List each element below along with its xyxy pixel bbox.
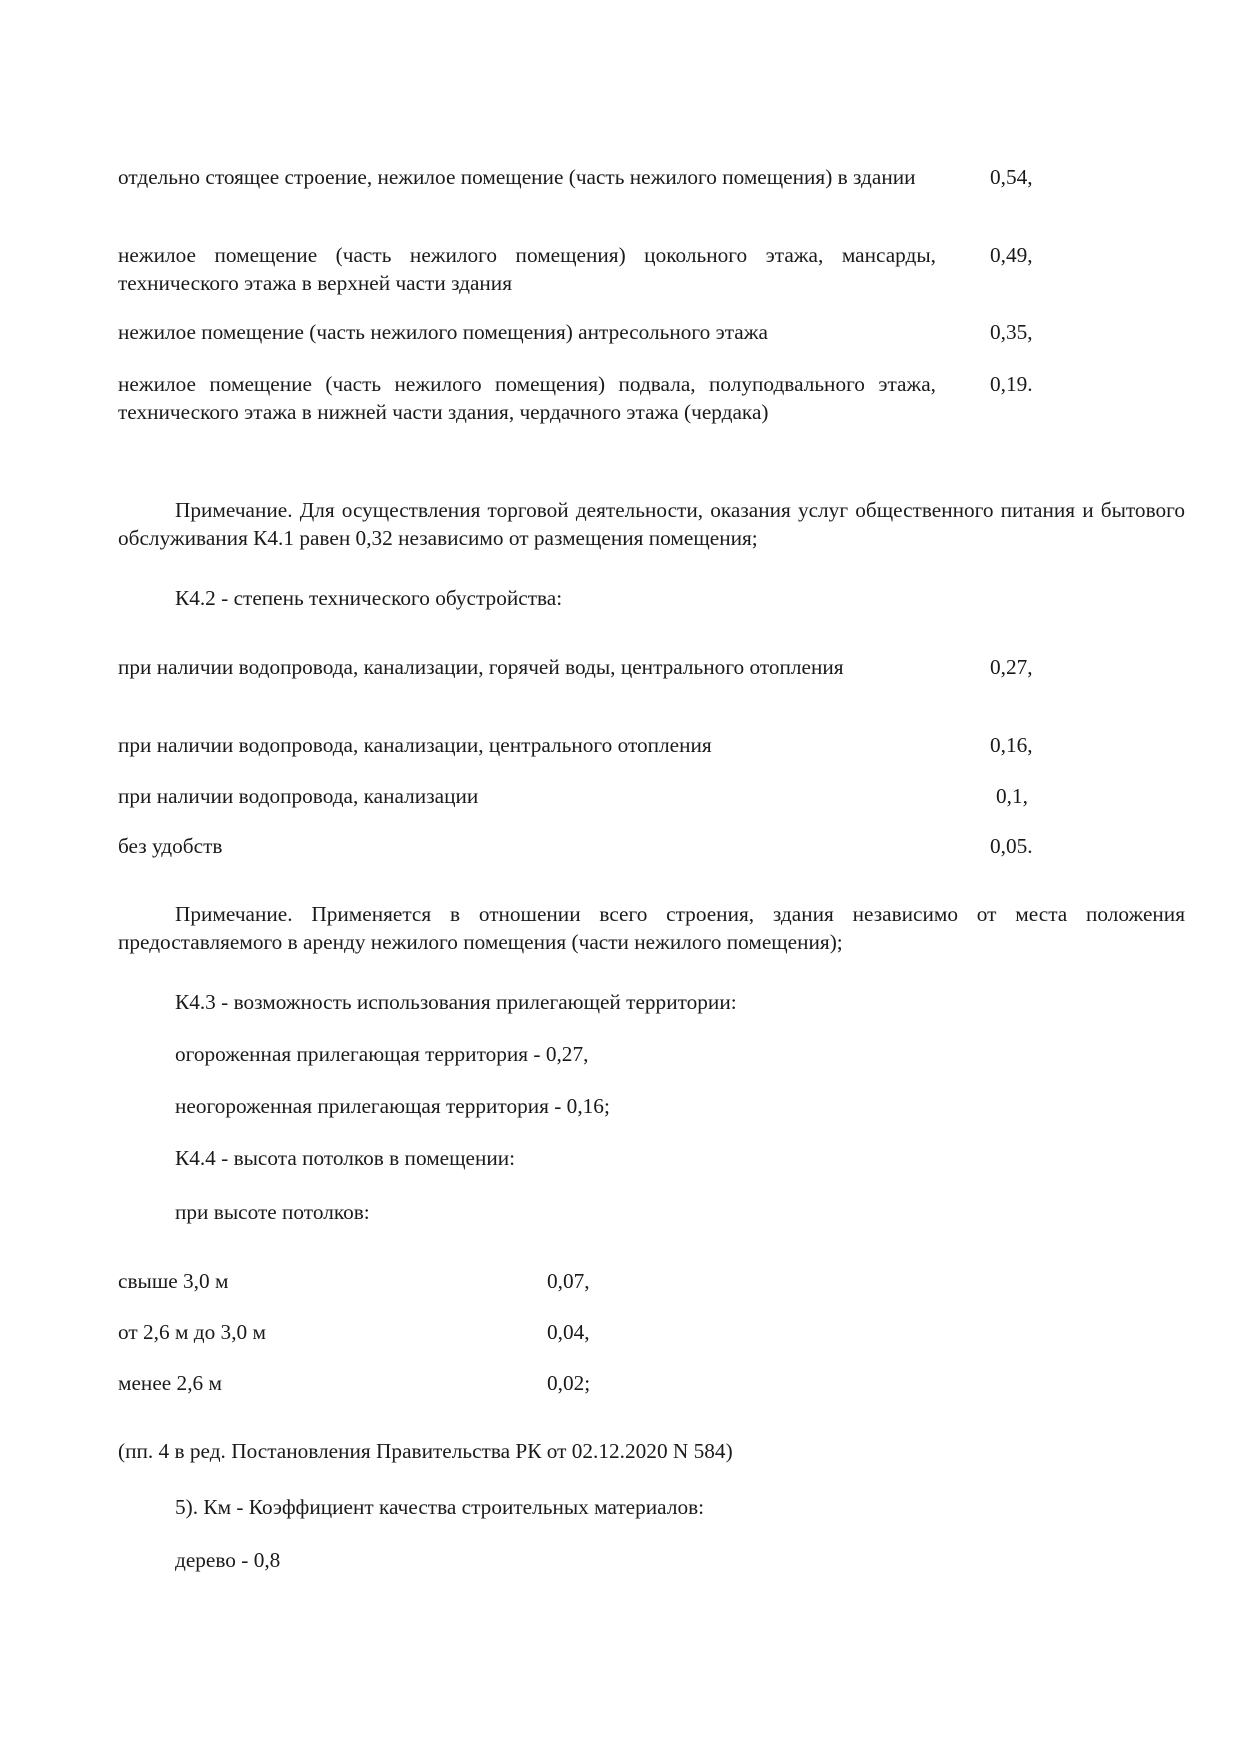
k42-row-4-text: без удобств <box>118 834 223 858</box>
k44-row-3-value: 0,02; <box>547 1371 591 1395</box>
k44-heading: К4.4 - высота потолков в помещении: <box>175 1146 516 1170</box>
k43-heading: К4.3 - возможность использования прилегающей территории: <box>175 990 737 1014</box>
k44-row-1-text: свыше 3,0 м <box>118 1269 229 1293</box>
k42-row-2-value: 0,16, <box>990 733 1033 757</box>
k41-row-2-value: 0,49, <box>990 243 1033 267</box>
k42-row-2-text: при наличии водопровода, канализации, центрального отопления <box>118 733 712 757</box>
k43-item-unfenced: неогороженная прилегающая территория - 0,16; <box>175 1094 610 1118</box>
k43-item-fenced: огороженная прилегающая территория - 0,27, <box>175 1042 589 1066</box>
k44-row-2-value: 0,04, <box>547 1320 590 1344</box>
km-item-wood: дерево - 0,8 <box>175 1548 281 1572</box>
k41-row-1-text: отдельно стоящее строение, нежилое помещение (часть нежилого помещения) в здании <box>118 165 916 189</box>
k41-row-1-value: 0,54, <box>990 165 1033 189</box>
k44-row-3-text: менее 2,6 м <box>118 1371 222 1395</box>
k44-row-1-value: 0,07, <box>547 1269 590 1293</box>
k42-heading: К4.2 - степень технического обустройства: <box>175 586 563 610</box>
k41-row-3-value: 0,35, <box>990 320 1033 344</box>
k41-row-4-text: нежилое помещение (часть нежилого помещения) подвала, полуподвального этажа, технического этажа в нижней части здания, чердачного этажа (чердака) <box>118 372 936 424</box>
amendment-note: (пп. 4 в ред. Постановления Правительства РК от 02.12.2020 N 584) <box>118 1439 733 1463</box>
k42-note: Примечание. Применяется в отношении всего строения, здания независимо от места положения предоставляемого в аренду нежилого помещения (части нежилого помещения); <box>118 902 1185 954</box>
k44-row-2-text: от 2,6 м до 3,0 м <box>118 1320 266 1344</box>
k42-row-1-text: при наличии водопровода, канализации, горячей воды, центрального отопления <box>118 655 844 679</box>
k41-row-2-text: нежилое помещение (часть нежилого помещения) цокольного этажа, мансарды, технического этажа в верхней части здания <box>118 243 936 295</box>
k41-note: Примечание. Для осуществления торговой деятельности, оказания услуг общественного питания и бытового обслуживания К4.1 равен 0,32 независимо от размещения помещения; <box>118 498 1185 550</box>
k42-row-4-value: 0,05. <box>990 834 1033 858</box>
k44-subheading: при высоте потолков: <box>175 1200 370 1224</box>
k41-row-3-text: нежилое помещение (часть нежилого помещения) антресольного этажа <box>118 320 768 344</box>
k41-row-4-value: 0,19. <box>990 372 1033 396</box>
k42-row-1-value: 0,27, <box>990 655 1033 679</box>
km-heading: 5). Км - Коэффициент качества строительных материалов: <box>175 1495 705 1519</box>
k42-row-3-text: при наличии водопровода, канализации <box>118 784 479 808</box>
k42-row-3-value: 0,1, <box>996 784 1028 808</box>
